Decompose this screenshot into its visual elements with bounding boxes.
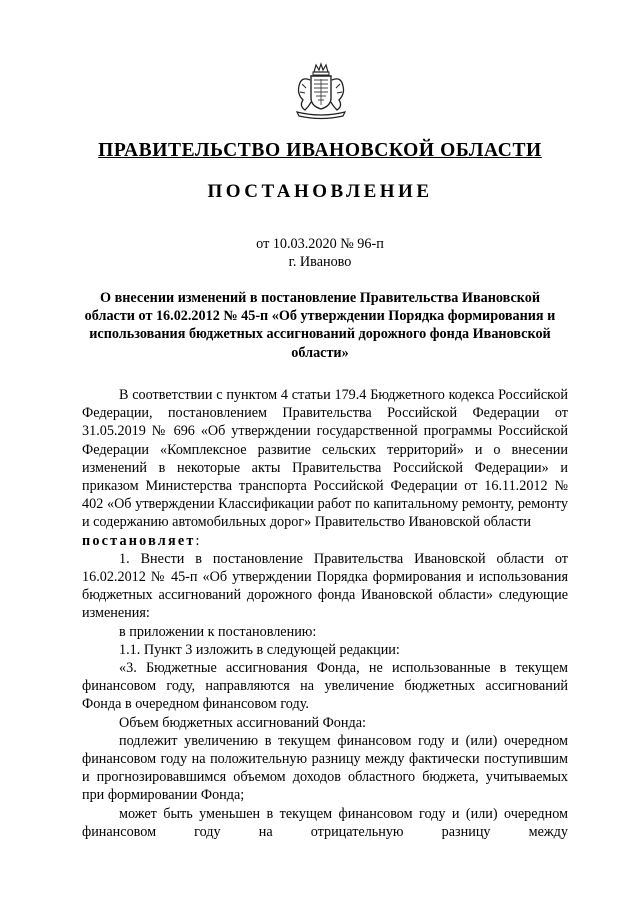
document-date-number: от 10.03.2020 № 96-п: [256, 236, 384, 252]
document-city: г. Иваново: [288, 254, 352, 270]
coat-of-arms-icon: [289, 62, 353, 120]
body-paragraph: 1. Внести в постановление Правительства Ивановской области от 16.02.2012 № 45-п «Об утверждении Порядка формирования и использования бюджетных ассигнований дорожного фонда Ивановской области» следующие изменения:: [82, 550, 568, 622]
preamble-paragraph: [82, 386, 568, 532]
decree-word-line: [82, 532, 568, 550]
body-paragraph: в приложении к постановлению:: [119, 623, 317, 640]
document-type: ПОСТАНОВЛЕНИЕ: [207, 181, 433, 202]
preamble-text: В соответствии с пунктом 4 статьи 179.4 Бюджетного кодекса Российской Федерации, постановлением Правительства Российской Федерации от 31.05.2019 № 696 «Об утверждении государственной программы Российской Федерации «Комплексное развитие сельских территорий» и о внесении изменений в некоторые акты Правительства Российской Федерации» и приказом Министерства транспорта Российской Федерации от 16.11.2012 № 402 «Об утверждении Классификации работ по капитальному ремонту, ремонту и содержанию автомобильных дорог» Правительство Ивановской области: [82, 387, 568, 531]
document-body: [82, 386, 568, 841]
body-paragraph: «3. Бюджетные ассигнования Фонда, не использованные в текущем финансовом году, направляются на увеличение бюджетных ассигнований Фонда в очередном финансовом году.: [82, 660, 568, 713]
body-paragraph: подлежит увеличению в текущем финансовом году и (или) очередном финансовом году на положительную разницу между фактически поступившим и прогнозировавшимся объемом доходов областного бюджета, учитываемых при формировании Фонда;: [82, 732, 568, 804]
body-paragraph: Объем бюджетных ассигнований Фонда:: [119, 714, 366, 731]
decree-word: постановляет: [82, 532, 196, 549]
government-name: ПРАВИТЕЛЬСТВО ИВАНОВСКОЙ ОБЛАСТИ: [98, 140, 542, 161]
document-title: О внесении изменений в постановление Правительства Ивановской области от 16.02.2012 № 45-п «Об утверждении Порядка формирования и использования бюджетных ассигнований дорожного фонда Ивановской области»: [84, 290, 556, 361]
body-paragraph: может быть уменьшен в текущем финансовом году и (или) очередном финансовом году на отрицательную разницу между: [82, 805, 568, 840]
decree-colon: :: [195, 532, 200, 549]
body-paragraph: 1.1. Пункт 3 изложить в следующей редакции:: [119, 641, 400, 658]
